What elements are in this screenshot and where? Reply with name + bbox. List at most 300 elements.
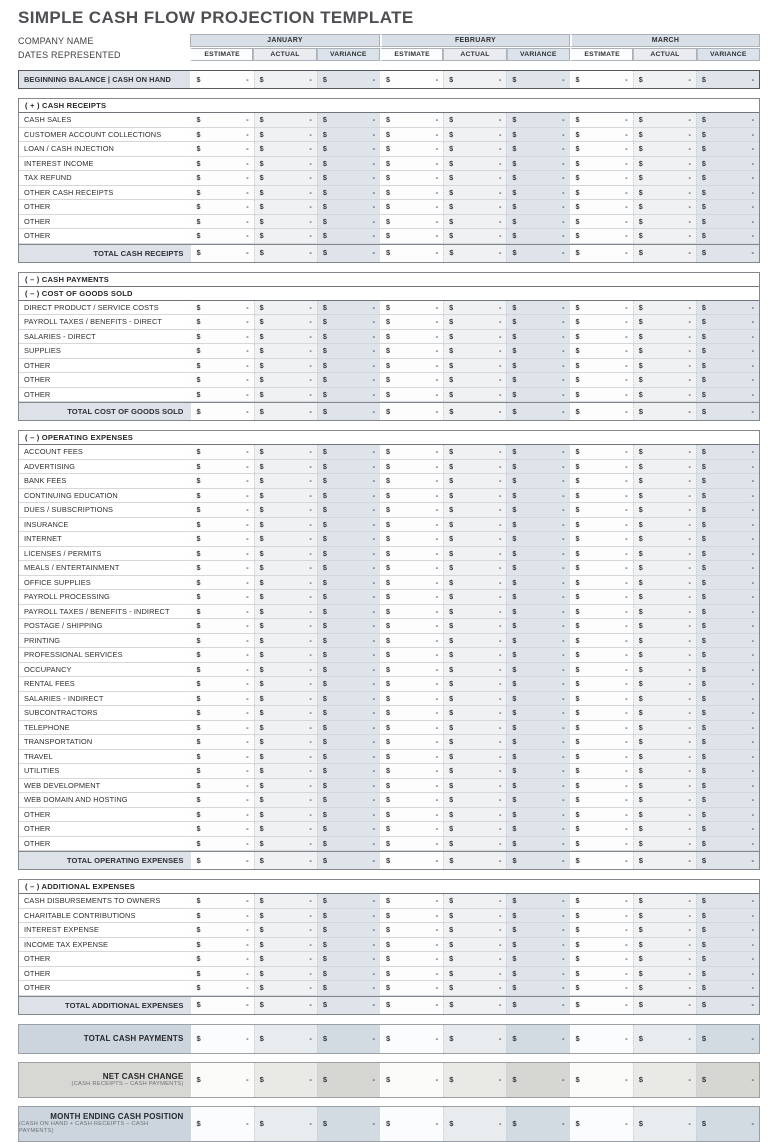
cell-estimate-january[interactable] bbox=[190, 474, 253, 488]
cell-estimate-march[interactable] bbox=[570, 605, 633, 619]
cell-actual-february[interactable] bbox=[443, 518, 506, 532]
cell-variance-january[interactable] bbox=[317, 793, 380, 807]
cell-actual-february[interactable] bbox=[443, 200, 506, 214]
cell-variance-march[interactable] bbox=[696, 403, 759, 420]
cell-actual-march[interactable] bbox=[633, 359, 696, 373]
cell-variance-january[interactable] bbox=[317, 200, 380, 214]
cell-actual-february[interactable] bbox=[443, 186, 506, 200]
cell-estimate-march[interactable] bbox=[570, 388, 633, 402]
cell-actual-march[interactable] bbox=[633, 1063, 696, 1097]
cell-estimate-february[interactable] bbox=[380, 822, 443, 836]
cell-actual-january[interactable] bbox=[254, 503, 317, 517]
cell-actual-march[interactable] bbox=[633, 460, 696, 474]
cell-estimate-march[interactable] bbox=[570, 186, 633, 200]
cell-variance-february[interactable] bbox=[506, 967, 569, 981]
cell-variance-march[interactable] bbox=[696, 822, 759, 836]
cell-estimate-january[interactable] bbox=[190, 793, 253, 807]
cell-estimate-march[interactable] bbox=[570, 532, 633, 546]
cell-estimate-january[interactable] bbox=[190, 373, 253, 387]
cell-actual-february[interactable] bbox=[443, 952, 506, 966]
cell-variance-january[interactable] bbox=[317, 981, 380, 995]
cell-estimate-january[interactable] bbox=[190, 706, 253, 720]
cell-actual-march[interactable] bbox=[633, 301, 696, 315]
cell-actual-february[interactable] bbox=[443, 245, 506, 262]
cell-actual-january[interactable] bbox=[254, 590, 317, 604]
cell-estimate-february[interactable] bbox=[380, 215, 443, 229]
cell-actual-february[interactable] bbox=[443, 142, 506, 156]
cell-actual-march[interactable] bbox=[633, 445, 696, 459]
cell-estimate-march[interactable] bbox=[570, 344, 633, 358]
cell-variance-january[interactable] bbox=[317, 590, 380, 604]
cell-estimate-march[interactable] bbox=[570, 489, 633, 503]
cell-estimate-february[interactable] bbox=[380, 403, 443, 420]
cell-estimate-february[interactable] bbox=[380, 852, 443, 869]
cell-estimate-february[interactable] bbox=[380, 561, 443, 575]
cell-variance-january[interactable] bbox=[317, 561, 380, 575]
cell-actual-january[interactable] bbox=[254, 750, 317, 764]
cell-actual-march[interactable] bbox=[633, 561, 696, 575]
cell-actual-february[interactable] bbox=[443, 229, 506, 243]
cell-estimate-march[interactable] bbox=[570, 128, 633, 142]
cell-variance-january[interactable] bbox=[317, 923, 380, 937]
cell-estimate-january[interactable] bbox=[190, 157, 253, 171]
cell-variance-february[interactable] bbox=[506, 706, 569, 720]
cell-estimate-march[interactable] bbox=[570, 634, 633, 648]
cell-estimate-february[interactable] bbox=[380, 634, 443, 648]
cell-estimate-march[interactable] bbox=[570, 113, 633, 127]
cell-variance-february[interactable] bbox=[506, 518, 569, 532]
cell-actual-february[interactable] bbox=[443, 128, 506, 142]
cell-variance-february[interactable] bbox=[506, 128, 569, 142]
cell-actual-february[interactable] bbox=[443, 997, 506, 1014]
cell-estimate-january[interactable] bbox=[190, 605, 253, 619]
cell-variance-march[interactable] bbox=[696, 808, 759, 822]
cell-estimate-january[interactable] bbox=[190, 503, 253, 517]
cell-estimate-february[interactable] bbox=[380, 779, 443, 793]
cell-actual-march[interactable] bbox=[633, 634, 696, 648]
cell-variance-march[interactable] bbox=[696, 706, 759, 720]
cell-estimate-january[interactable] bbox=[190, 388, 253, 402]
cell-actual-march[interactable] bbox=[633, 547, 696, 561]
cell-variance-march[interactable] bbox=[696, 359, 759, 373]
cell-actual-february[interactable] bbox=[443, 113, 506, 127]
cell-actual-march[interactable] bbox=[633, 938, 696, 952]
cell-estimate-january[interactable] bbox=[190, 967, 253, 981]
cell-variance-february[interactable] bbox=[506, 186, 569, 200]
cell-variance-march[interactable] bbox=[696, 489, 759, 503]
cell-estimate-march[interactable] bbox=[570, 909, 633, 923]
cell-estimate-january[interactable] bbox=[190, 229, 253, 243]
cell-variance-february[interactable] bbox=[506, 576, 569, 590]
cell-estimate-february[interactable] bbox=[380, 171, 443, 185]
cell-estimate-january[interactable] bbox=[190, 764, 253, 778]
cell-actual-january[interactable] bbox=[254, 157, 317, 171]
cell-variance-march[interactable] bbox=[696, 648, 759, 662]
cell-actual-january[interactable] bbox=[254, 532, 317, 546]
cell-actual-february[interactable] bbox=[443, 344, 506, 358]
cell-actual-march[interactable] bbox=[633, 750, 696, 764]
cell-variance-march[interactable] bbox=[696, 315, 759, 329]
cell-actual-january[interactable] bbox=[254, 663, 317, 677]
cell-actual-january[interactable] bbox=[254, 981, 317, 995]
cell-estimate-february[interactable] bbox=[380, 330, 443, 344]
cell-estimate-february[interactable] bbox=[380, 315, 443, 329]
cell-variance-february[interactable] bbox=[506, 373, 569, 387]
cell-estimate-january[interactable] bbox=[191, 245, 254, 262]
cell-actual-february[interactable] bbox=[443, 735, 506, 749]
cell-actual-february[interactable] bbox=[443, 779, 506, 793]
cell-actual-january[interactable] bbox=[254, 793, 317, 807]
cell-variance-january[interactable] bbox=[317, 619, 380, 633]
cell-actual-january[interactable] bbox=[254, 460, 317, 474]
cell-estimate-march[interactable] bbox=[570, 735, 633, 749]
cell-variance-february[interactable] bbox=[506, 142, 569, 156]
cell-estimate-march[interactable] bbox=[570, 967, 633, 981]
cell-variance-january[interactable] bbox=[317, 634, 380, 648]
cell-variance-january[interactable] bbox=[317, 330, 380, 344]
cell-actual-march[interactable] bbox=[633, 113, 696, 127]
cell-estimate-march[interactable] bbox=[570, 981, 633, 995]
cell-estimate-january[interactable] bbox=[190, 909, 253, 923]
cell-actual-february[interactable] bbox=[443, 852, 506, 869]
cell-actual-march[interactable] bbox=[633, 822, 696, 836]
cell-estimate-march[interactable] bbox=[570, 721, 633, 735]
cell-estimate-march[interactable] bbox=[570, 403, 633, 420]
cell-estimate-february[interactable] bbox=[380, 894, 443, 908]
cell-actual-march[interactable] bbox=[633, 852, 696, 869]
cell-actual-february[interactable] bbox=[443, 460, 506, 474]
cell-variance-march[interactable] bbox=[696, 330, 759, 344]
cell-actual-january[interactable] bbox=[254, 71, 317, 88]
cell-variance-march[interactable] bbox=[696, 793, 759, 807]
cell-actual-february[interactable] bbox=[443, 590, 506, 604]
cell-variance-january[interactable] bbox=[317, 808, 380, 822]
cell-actual-february[interactable] bbox=[443, 576, 506, 590]
cell-actual-march[interactable] bbox=[633, 157, 696, 171]
cell-actual-january[interactable] bbox=[254, 301, 317, 315]
cell-estimate-march[interactable] bbox=[570, 779, 633, 793]
cell-actual-february[interactable] bbox=[443, 1107, 506, 1141]
cell-estimate-february[interactable] bbox=[380, 590, 443, 604]
cell-actual-january[interactable] bbox=[254, 894, 317, 908]
cell-estimate-february[interactable] bbox=[380, 1107, 443, 1141]
cell-estimate-january[interactable] bbox=[190, 576, 253, 590]
cell-variance-february[interactable] bbox=[506, 489, 569, 503]
cell-estimate-january[interactable] bbox=[191, 1025, 254, 1053]
cell-estimate-january[interactable] bbox=[190, 923, 253, 937]
cell-estimate-february[interactable] bbox=[380, 663, 443, 677]
cell-variance-february[interactable] bbox=[506, 721, 569, 735]
cell-estimate-january[interactable] bbox=[190, 186, 253, 200]
cell-actual-march[interactable] bbox=[633, 229, 696, 243]
cell-estimate-january[interactable] bbox=[190, 692, 253, 706]
cell-variance-february[interactable] bbox=[506, 460, 569, 474]
cell-estimate-february[interactable] bbox=[380, 503, 443, 517]
cell-actual-march[interactable] bbox=[633, 403, 696, 420]
cell-estimate-march[interactable] bbox=[570, 445, 633, 459]
cell-variance-february[interactable] bbox=[506, 808, 569, 822]
cell-variance-january[interactable] bbox=[317, 663, 380, 677]
cell-variance-march[interactable] bbox=[696, 837, 759, 851]
cell-estimate-january[interactable] bbox=[190, 952, 253, 966]
cell-variance-march[interactable] bbox=[696, 692, 759, 706]
cell-estimate-february[interactable] bbox=[380, 793, 443, 807]
cell-estimate-february[interactable] bbox=[380, 445, 443, 459]
cell-variance-february[interactable] bbox=[506, 359, 569, 373]
cell-estimate-march[interactable] bbox=[570, 245, 633, 262]
cell-estimate-march[interactable] bbox=[570, 894, 633, 908]
cell-estimate-february[interactable] bbox=[380, 1025, 443, 1053]
cell-variance-march[interactable] bbox=[696, 590, 759, 604]
cell-actual-march[interactable] bbox=[633, 837, 696, 851]
cell-variance-january[interactable] bbox=[317, 721, 380, 735]
cell-variance-march[interactable] bbox=[696, 186, 759, 200]
cell-estimate-march[interactable] bbox=[570, 330, 633, 344]
cell-estimate-march[interactable] bbox=[570, 1063, 633, 1097]
cell-estimate-march[interactable] bbox=[570, 619, 633, 633]
cell-variance-march[interactable] bbox=[696, 1107, 759, 1141]
cell-actual-march[interactable] bbox=[633, 315, 696, 329]
cell-variance-january[interactable] bbox=[317, 547, 380, 561]
cell-variance-february[interactable] bbox=[506, 445, 569, 459]
cell-actual-january[interactable] bbox=[254, 388, 317, 402]
cell-variance-january[interactable] bbox=[317, 692, 380, 706]
cell-actual-march[interactable] bbox=[633, 663, 696, 677]
cell-actual-february[interactable] bbox=[443, 359, 506, 373]
cell-variance-february[interactable] bbox=[506, 852, 569, 869]
cell-variance-march[interactable] bbox=[696, 894, 759, 908]
cell-actual-march[interactable] bbox=[633, 735, 696, 749]
cell-estimate-january[interactable] bbox=[190, 532, 253, 546]
cell-variance-march[interactable] bbox=[696, 547, 759, 561]
cell-estimate-march[interactable] bbox=[570, 373, 633, 387]
cell-estimate-february[interactable] bbox=[380, 648, 443, 662]
cell-actual-february[interactable] bbox=[443, 923, 506, 937]
cell-actual-january[interactable] bbox=[254, 605, 317, 619]
cell-estimate-february[interactable] bbox=[380, 619, 443, 633]
cell-estimate-march[interactable] bbox=[570, 663, 633, 677]
cell-estimate-march[interactable] bbox=[570, 142, 633, 156]
cell-estimate-february[interactable] bbox=[380, 373, 443, 387]
cell-variance-february[interactable] bbox=[506, 344, 569, 358]
cell-variance-february[interactable] bbox=[506, 735, 569, 749]
cell-estimate-january[interactable] bbox=[190, 779, 253, 793]
cell-actual-february[interactable] bbox=[443, 547, 506, 561]
cell-actual-january[interactable] bbox=[254, 692, 317, 706]
cell-estimate-january[interactable] bbox=[190, 894, 253, 908]
cell-variance-february[interactable] bbox=[506, 837, 569, 851]
cell-estimate-january[interactable] bbox=[190, 171, 253, 185]
cell-actual-january[interactable] bbox=[254, 779, 317, 793]
cell-actual-march[interactable] bbox=[633, 677, 696, 691]
cell-variance-february[interactable] bbox=[506, 245, 569, 262]
cell-actual-february[interactable] bbox=[443, 532, 506, 546]
cell-variance-march[interactable] bbox=[696, 677, 759, 691]
cell-actual-march[interactable] bbox=[633, 576, 696, 590]
cell-estimate-january[interactable] bbox=[190, 808, 253, 822]
cell-actual-february[interactable] bbox=[443, 301, 506, 315]
cell-variance-february[interactable] bbox=[506, 663, 569, 677]
cell-actual-february[interactable] bbox=[443, 373, 506, 387]
cell-actual-january[interactable] bbox=[254, 215, 317, 229]
cell-variance-january[interactable] bbox=[317, 171, 380, 185]
cell-estimate-march[interactable] bbox=[570, 938, 633, 952]
cell-estimate-february[interactable] bbox=[380, 721, 443, 735]
cell-actual-february[interactable] bbox=[443, 171, 506, 185]
cell-actual-february[interactable] bbox=[443, 808, 506, 822]
cell-estimate-january[interactable] bbox=[190, 561, 253, 575]
cell-variance-january[interactable] bbox=[317, 677, 380, 691]
cell-estimate-march[interactable] bbox=[570, 952, 633, 966]
cell-actual-february[interactable] bbox=[443, 403, 506, 420]
cell-actual-january[interactable] bbox=[254, 142, 317, 156]
cell-actual-february[interactable] bbox=[443, 1063, 506, 1097]
cell-variance-march[interactable] bbox=[696, 128, 759, 142]
cell-estimate-january[interactable] bbox=[190, 315, 253, 329]
cell-variance-january[interactable] bbox=[317, 142, 380, 156]
cell-variance-february[interactable] bbox=[506, 388, 569, 402]
cell-estimate-february[interactable] bbox=[380, 359, 443, 373]
cell-estimate-january[interactable] bbox=[190, 344, 253, 358]
cell-variance-march[interactable] bbox=[696, 605, 759, 619]
cell-estimate-march[interactable] bbox=[570, 474, 633, 488]
cell-actual-january[interactable] bbox=[254, 373, 317, 387]
cell-actual-march[interactable] bbox=[633, 344, 696, 358]
cell-estimate-february[interactable] bbox=[380, 474, 443, 488]
cell-estimate-february[interactable] bbox=[380, 735, 443, 749]
cell-variance-february[interactable] bbox=[506, 634, 569, 648]
cell-actual-march[interactable] bbox=[633, 245, 696, 262]
cell-estimate-march[interactable] bbox=[570, 503, 633, 517]
cell-variance-february[interactable] bbox=[506, 619, 569, 633]
cell-estimate-february[interactable] bbox=[380, 532, 443, 546]
cell-variance-march[interactable] bbox=[696, 171, 759, 185]
cell-actual-january[interactable] bbox=[254, 923, 317, 937]
cell-estimate-february[interactable] bbox=[380, 808, 443, 822]
cell-variance-march[interactable] bbox=[696, 1063, 759, 1097]
cell-variance-march[interactable] bbox=[696, 532, 759, 546]
cell-actual-march[interactable] bbox=[633, 71, 696, 88]
cell-variance-january[interactable] bbox=[317, 403, 380, 420]
cell-estimate-march[interactable] bbox=[570, 157, 633, 171]
cell-estimate-march[interactable] bbox=[570, 171, 633, 185]
cell-actual-january[interactable] bbox=[254, 852, 317, 869]
cell-variance-january[interactable] bbox=[317, 967, 380, 981]
cell-estimate-january[interactable] bbox=[191, 1063, 254, 1097]
cell-variance-january[interactable] bbox=[317, 71, 380, 88]
cell-estimate-january[interactable] bbox=[190, 301, 253, 315]
cell-variance-february[interactable] bbox=[506, 215, 569, 229]
cell-variance-february[interactable] bbox=[506, 113, 569, 127]
cell-estimate-january[interactable] bbox=[191, 997, 254, 1014]
cell-variance-february[interactable] bbox=[506, 793, 569, 807]
cell-variance-january[interactable] bbox=[317, 229, 380, 243]
cell-variance-march[interactable] bbox=[696, 215, 759, 229]
cell-variance-february[interactable] bbox=[506, 1107, 569, 1141]
cell-estimate-january[interactable] bbox=[190, 721, 253, 735]
cell-actual-february[interactable] bbox=[443, 648, 506, 662]
cell-variance-january[interactable] bbox=[317, 764, 380, 778]
cell-actual-january[interactable] bbox=[254, 1063, 317, 1097]
cell-estimate-march[interactable] bbox=[570, 229, 633, 243]
cell-estimate-january[interactable] bbox=[190, 735, 253, 749]
cell-actual-march[interactable] bbox=[633, 706, 696, 720]
cell-actual-january[interactable] bbox=[254, 547, 317, 561]
cell-estimate-january[interactable] bbox=[191, 852, 254, 869]
cell-variance-february[interactable] bbox=[506, 779, 569, 793]
cell-variance-january[interactable] bbox=[317, 822, 380, 836]
cell-estimate-march[interactable] bbox=[570, 677, 633, 691]
cell-estimate-january[interactable] bbox=[190, 837, 253, 851]
cell-variance-february[interactable] bbox=[506, 822, 569, 836]
cell-actual-january[interactable] bbox=[254, 474, 317, 488]
cell-actual-january[interactable] bbox=[254, 518, 317, 532]
cell-estimate-march[interactable] bbox=[570, 200, 633, 214]
cell-actual-january[interactable] bbox=[254, 952, 317, 966]
cell-estimate-february[interactable] bbox=[380, 952, 443, 966]
cell-actual-march[interactable] bbox=[633, 721, 696, 735]
cell-variance-march[interactable] bbox=[696, 142, 759, 156]
cell-variance-march[interactable] bbox=[696, 200, 759, 214]
cell-estimate-march[interactable] bbox=[570, 837, 633, 851]
cell-variance-january[interactable] bbox=[317, 503, 380, 517]
cell-variance-march[interactable] bbox=[696, 952, 759, 966]
cell-actual-january[interactable] bbox=[254, 634, 317, 648]
cell-variance-february[interactable] bbox=[506, 547, 569, 561]
cell-variance-march[interactable] bbox=[696, 157, 759, 171]
cell-variance-january[interactable] bbox=[317, 518, 380, 532]
cell-variance-march[interactable] bbox=[696, 981, 759, 995]
cell-estimate-march[interactable] bbox=[570, 301, 633, 315]
cell-estimate-january[interactable] bbox=[190, 634, 253, 648]
cell-variance-february[interactable] bbox=[506, 301, 569, 315]
cell-actual-february[interactable] bbox=[443, 474, 506, 488]
cell-actual-february[interactable] bbox=[443, 489, 506, 503]
cell-estimate-february[interactable] bbox=[380, 489, 443, 503]
cell-actual-january[interactable] bbox=[254, 128, 317, 142]
cell-actual-march[interactable] bbox=[633, 171, 696, 185]
cell-estimate-february[interactable] bbox=[380, 157, 443, 171]
cell-estimate-january[interactable] bbox=[191, 1107, 254, 1141]
cell-variance-january[interactable] bbox=[317, 852, 380, 869]
cell-actual-march[interactable] bbox=[633, 532, 696, 546]
cell-variance-february[interactable] bbox=[506, 474, 569, 488]
cell-variance-february[interactable] bbox=[506, 590, 569, 604]
cell-variance-january[interactable] bbox=[317, 388, 380, 402]
cell-actual-january[interactable] bbox=[254, 403, 317, 420]
cell-variance-february[interactable] bbox=[506, 923, 569, 937]
cell-variance-march[interactable] bbox=[696, 71, 759, 88]
cell-variance-february[interactable] bbox=[506, 997, 569, 1014]
cell-actual-march[interactable] bbox=[633, 215, 696, 229]
cell-actual-march[interactable] bbox=[633, 764, 696, 778]
cell-actual-february[interactable] bbox=[443, 677, 506, 691]
cell-variance-february[interactable] bbox=[506, 648, 569, 662]
cell-estimate-march[interactable] bbox=[570, 692, 633, 706]
cell-estimate-march[interactable] bbox=[570, 1025, 633, 1053]
cell-variance-march[interactable] bbox=[696, 750, 759, 764]
cell-estimate-january[interactable] bbox=[190, 663, 253, 677]
cell-actual-january[interactable] bbox=[254, 837, 317, 851]
cell-variance-january[interactable] bbox=[317, 735, 380, 749]
cell-actual-february[interactable] bbox=[443, 634, 506, 648]
cell-variance-march[interactable] bbox=[696, 344, 759, 358]
cell-variance-march[interactable] bbox=[696, 373, 759, 387]
cell-variance-january[interactable] bbox=[317, 301, 380, 315]
cell-actual-february[interactable] bbox=[443, 388, 506, 402]
cell-estimate-february[interactable] bbox=[380, 547, 443, 561]
cell-actual-january[interactable] bbox=[254, 808, 317, 822]
